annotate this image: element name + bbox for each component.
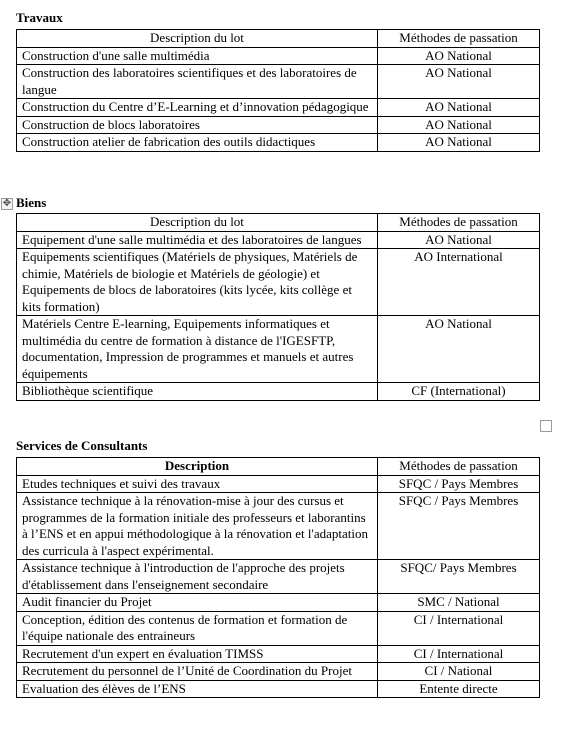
table-row — [17, 316, 540, 383]
service-method: Entente directe — [378, 680, 540, 698]
table-row — [17, 231, 540, 249]
lot-method: AO National — [378, 116, 540, 134]
section-title-biens: Biens — [16, 195, 47, 210]
column-header-description: Description — [17, 458, 378, 476]
lot-method: AO National — [378, 65, 540, 99]
column-header-description: Description du lot — [17, 30, 378, 48]
table-row — [17, 47, 540, 65]
service-description: Etudes techniques et suivi des travaux — [17, 475, 378, 493]
service-method: SFQC / Pays Membres — [378, 493, 540, 560]
table-row — [17, 611, 540, 645]
table-row — [17, 663, 540, 681]
lot-method: AO National — [378, 316, 540, 383]
service-description: Recrutement d'un expert en évaluation TIMSS — [17, 645, 378, 663]
service-method: SFQC / Pays Membres — [378, 475, 540, 493]
service-method: SMC / National — [378, 594, 540, 612]
table-row — [17, 249, 540, 316]
service-method: CI / National — [378, 663, 540, 681]
table-row — [17, 493, 540, 560]
service-method: SFQC/ Pays Membres — [378, 560, 540, 594]
lot-description: Construction des laboratoires scientifiques et des laboratoires de langue — [17, 65, 378, 99]
lot-description: Construction atelier de fabrication des outils didactiques — [17, 134, 378, 152]
table-header-row — [17, 458, 540, 476]
table-travaux — [16, 29, 540, 152]
lot-method: AO National — [378, 134, 540, 152]
table-row — [17, 560, 540, 594]
table-header-row — [17, 214, 540, 232]
column-header-description: Description du lot — [17, 214, 378, 232]
table-services — [16, 457, 540, 698]
lot-method: AO National — [378, 47, 540, 65]
service-method: CI / International — [378, 645, 540, 663]
table-resize-handle-icon[interactable] — [540, 420, 552, 432]
service-description: Assistance technique à l'introduction de l'approche des projets d'établissement dans l'enseignement secondaire — [17, 560, 378, 594]
table-row — [17, 645, 540, 663]
column-header-method: Méthodes de passation — [378, 214, 540, 232]
service-description: Recrutement du personnel de l’Unité de Coordination du Projet — [17, 663, 378, 681]
service-description: Audit financier du Projet — [17, 594, 378, 612]
table-row — [17, 65, 540, 99]
service-description: Assistance technique à la rénovation-mise à jour des cursus et programmes de la formation initiale des professeurs et laborantins à l’ENS et en appui méthodologique à la rénovation et l'adaptation des curricula à l'aspect expérimental. — [17, 493, 378, 560]
lot-description: Bibliothèque scientifique — [17, 383, 378, 401]
table-move-handle-icon[interactable]: ✥ — [2, 198, 12, 209]
lot-description: Construction de blocs laboratoires — [17, 116, 378, 134]
table-biens — [16, 213, 540, 401]
table-header-row — [17, 30, 540, 48]
lot-method: CF (International) — [378, 383, 540, 401]
table-row — [17, 99, 540, 117]
table-row — [17, 594, 540, 612]
lot-method: AO National — [378, 99, 540, 117]
service-description: Conception, édition des contenus de formation et formation de l'équipe nationale des entraineurs — [17, 611, 378, 645]
table-row — [17, 475, 540, 493]
lot-description: Equipement d'une salle multimédia et des laboratoires de langues — [17, 231, 378, 249]
section-title-services: Services de Consultants — [16, 438, 148, 453]
section-title-travaux: Travaux — [16, 10, 63, 25]
lot-method: AO National — [378, 231, 540, 249]
table-row — [17, 116, 540, 134]
service-description: Evaluation des élèves de l’ENS — [17, 680, 378, 698]
column-header-method: Méthodes de passation — [378, 30, 540, 48]
lot-description: Matériels Centre E-learning, Equipements informatiques et multimédia du centre de formation à distance de l'IGESFTP, documentation, Impression de programmes et manuels et autres équipements — [17, 316, 378, 383]
table-row — [17, 680, 540, 698]
lot-method: AO International — [378, 249, 540, 316]
lot-description: Equipements scientifiques (Matériels de physiques, Matériels de chimie, Matériels de biologie et Matériels de géologie) et Equipements de blocs de laboratoires (kits lycée, kits collège et kits formation) — [17, 249, 378, 316]
table-row — [17, 383, 540, 401]
lot-description: Construction d'une salle multimédia — [17, 47, 378, 65]
column-header-method: Méthodes de passation — [378, 458, 540, 476]
lot-description: Construction du Centre d’E-Learning et d’innovation pédagogique — [17, 99, 378, 117]
table-row — [17, 134, 540, 152]
service-method: CI / International — [378, 611, 540, 645]
